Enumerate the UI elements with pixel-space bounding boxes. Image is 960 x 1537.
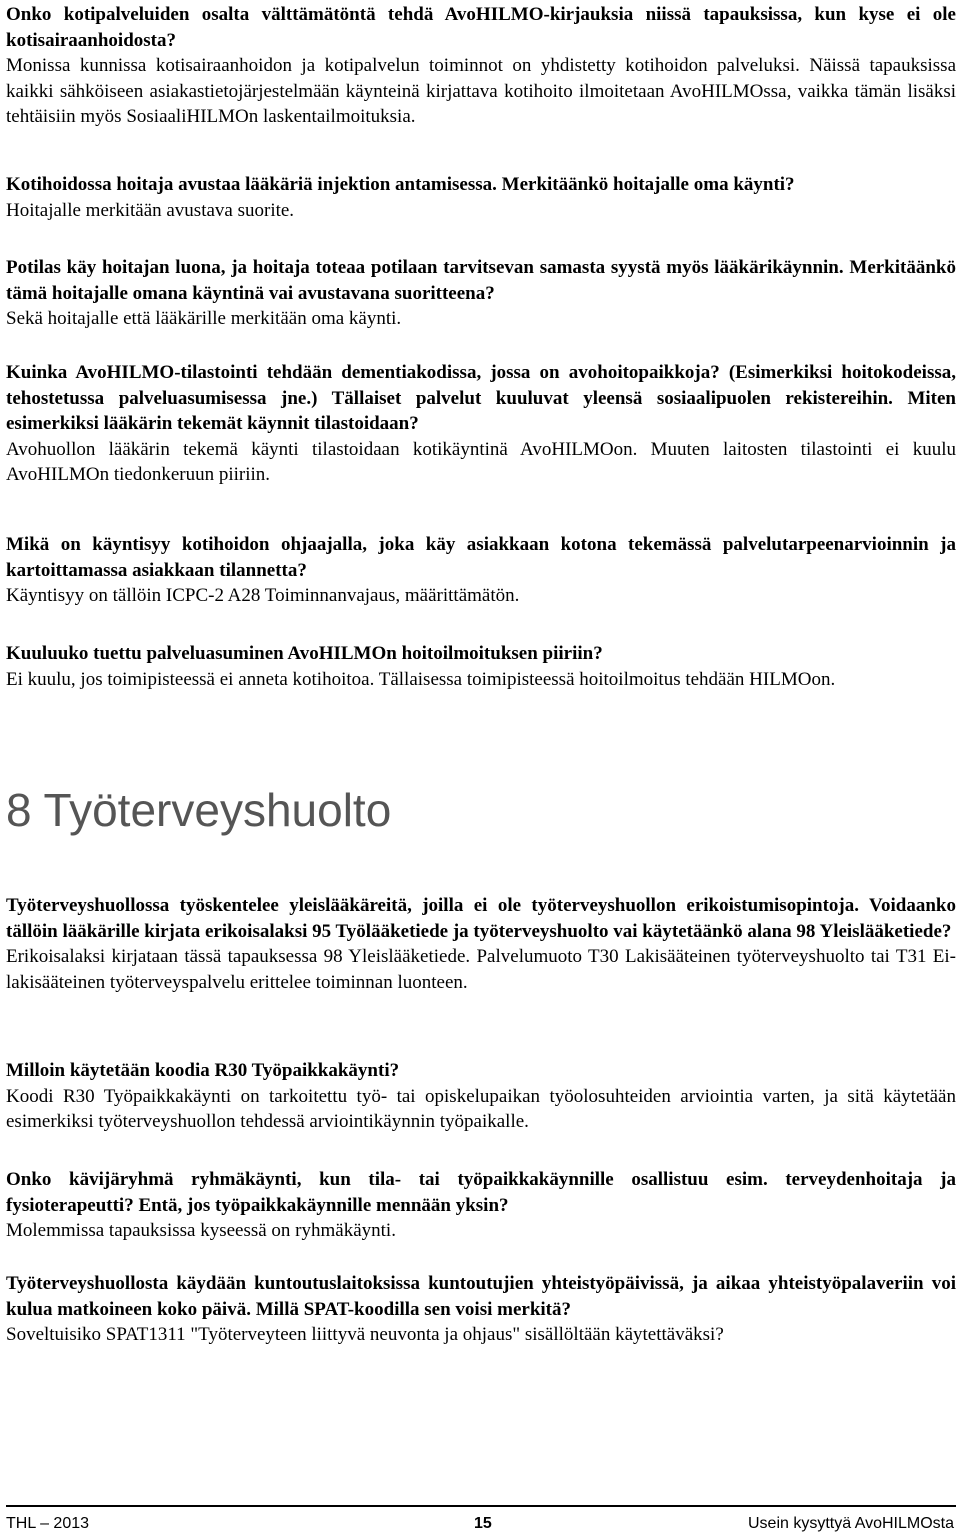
answer-text: Erikoisalaksi kirjataan tässä tapauksessa 98 Yleislääketiede. Palvelumuoto T30 Lakisääteinen työterveyshuolto tai T31 Ei-lakisääteinen työterveyspalvelu erittelee toiminnan luonteen. <box>6 946 956 993</box>
answer-text: Soveltuisiko SPAT1311 "Työterveyteen liittyvä neuvonta ja ohjaus" sisällöltään käytettäväksi? <box>6 1324 724 1345</box>
question-text: Kuinka AvoHILMO-tilastointi tehdään dementiakodissa, jossa on avohoitopaikkoja? (Esimerkiksi hoitokodeissa, tehostetussa palveluasumisessa jne.) Tällaiset palvelut kuuluvat yleensä sosiaalipuolen rekistereihin. Miten esimerkiksi lääkärin tekemät käynnit tilastoidaan? <box>6 362 956 434</box>
question-text: Potilas käy hoitajan luona, ja hoitaja toteaa potilaan tarvitsevan samasta syystä myös lääkärikäynnin. Merkitäänkö tämä hoitajalle omana käyntinä vai avustavana suoritteena? <box>6 257 956 304</box>
question-text: Milloin käytetään koodia R30 Työpaikkakäynti? <box>6 1060 400 1081</box>
question-text: Kotihoidossa hoitaja avustaa lääkäriä injektion antamisessa. Merkitäänkö hoitajalle oma käynti? <box>6 174 795 195</box>
qa-block <box>6 172 956 223</box>
answer-text: Hoitajalle merkitään avustava suorite. <box>6 199 295 221</box>
qa-block <box>6 2 956 130</box>
footer-left-text: THL – 2013 <box>6 1515 90 1532</box>
question-text: Työterveyshuollosta käydään kuntoutuslaitoksissa kuntoutujien yhteistyöpäivissä, ja aikaa yhteistyöpalaveriin voi kulua matkoineen koko päivä. Millä SPAT-koodilla sen voisi merkitä? <box>6 1273 956 1320</box>
question-text: Mikä on käyntisyy kotihoidon ohjaajalla, joka käy asiakkaan kotona tekemässä palvelutarpeenarvioinnin ja kartoittamassa asiakkaan tilannetta? <box>6 534 956 581</box>
question-text: Onko kävijäryhmä ryhmäkäynti, kun tila- tai työpaikkakäynnille osallistuu esim. terveydenhoitaja ja fysioterapeutti? Entä, jos työpaikkakäynnille mennään yksin? <box>6 1169 956 1216</box>
qa-block <box>6 1271 956 1348</box>
question-text: Onko kotipalveluiden osalta välttämätöntä tehdä AvoHILMO-kirjauksia niissä tapauksissa, kun kyse ei ole kotisairaanhoidosta? <box>6 4 956 51</box>
section-heading: 8 Työterveyshuolto <box>6 784 392 836</box>
page-number: 15 <box>474 1515 492 1532</box>
qa-block <box>6 1167 956 1244</box>
page-footer <box>6 1505 956 1531</box>
answer-text: Sekä hoitajalle että lääkärille merkitään oma käynti. <box>6 308 402 329</box>
footer-divider <box>6 1505 956 1507</box>
answer-text: Monissa kunnissa kotisairaanhoidon ja kotipalvelun toiminnot on yhdistetty kotihoidon palveluksi. Näissä tapauksissa kaikki sähköiseen asiakastietojärjestelmään käynteinä kirjattava kotihoito ilmoitetaan AvoHILMOssa, vaikka tämän lisäksi tehtäisiin myös SosiaaliHILMOn laskentailmoituksia. <box>6 55 956 127</box>
qa-block <box>6 532 956 609</box>
answer-text: Koodi R30 Työpaikkakäynti on tarkoitettu työ- tai opiskelupaikan työolosuhteiden arviointia varten, ja sitä käytetään esimerkiksi työterveyshuollon tehdessä arviointikäynnin työpaikalle. <box>6 1085 956 1132</box>
qa-block <box>6 641 956 692</box>
answer-text: Molemmissa tapauksissa kyseessä on ryhmäkäynti. <box>6 1220 396 1241</box>
qa-block <box>6 1058 956 1135</box>
qa-block <box>6 255 956 332</box>
answer-text: Avohuollon lääkärin tekemä käynti tilastoidaan kotikäyntinä AvoHILMOon. Muuten laitosten tilastointi ei kuulu AvoHILMOn tiedonkeruun piiriin. <box>6 438 956 485</box>
answer-text: Käyntisyy on tällöin ICPC-2 A28 Toiminnanvajaus, määrittämätön. <box>6 585 520 606</box>
qa-block <box>6 893 956 995</box>
qa-block <box>6 360 956 488</box>
question-text: Kuuluuko tuettu palveluasuminen AvoHILMOn hoitoilmoituksen piiriin? <box>6 643 603 664</box>
footer-right-text: Usein kysyttyä AvoHILMOsta <box>748 1515 954 1532</box>
answer-text: Ei kuulu, jos toimipisteessä ei anneta kotihoitoa. Tällaisessa toimipisteessä hoitoilmoitus tehdään HILMOon. <box>6 668 836 690</box>
question-text: Työterveyshuollossa työskentelee yleislääkäreitä, joilla ei ole työterveyshuollon erikoistumisopintoja. Voidaanko tällöin lääkärille kirjata erikoisalaksi 95 Työlääketiede ja työterveyshuolto vai käytetäänkö alana 98 Yleislääketiede? <box>6 895 956 942</box>
